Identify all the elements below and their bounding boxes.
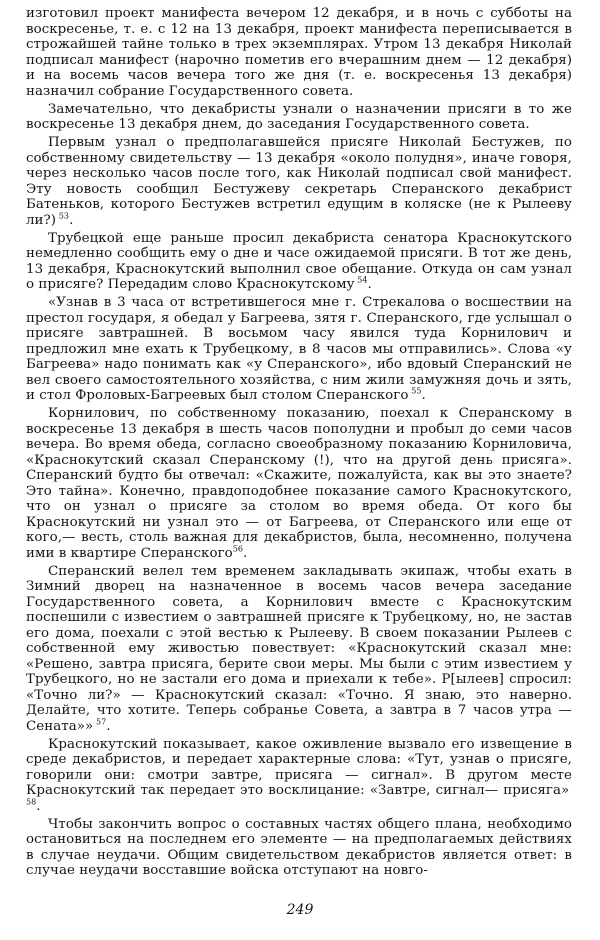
footnote-ref: 53	[58, 211, 70, 221]
paragraph: Чтобы закончить вопрос о составных частях общего плана, необходимо остановиться на последнем его элементе — на предполагаемых действиях в случае неудачи. Общим свидетельством декабристов является ответ: в случае неудачи восставшие войска отступают на новго-	[26, 816, 572, 878]
footnote-ref: 56	[232, 544, 244, 554]
paragraph: изготовил проект манифеста вечером 12 декабря, и в ночь с субботы на воскресенье, т. е. с 12 на 13 декабря, проект манифеста переписывается в строжайшей тайне только в трех экземплярах. Утром 13 декабря Николай подписал манифест (нарочно пометив его вчерашним днем — 12 декабря) и на восемь часов вечера того же дня (т. е. воскресенья 13 декабря) назначил собрание Государственного совета.	[26, 6, 572, 99]
footnote-ref: 55	[411, 386, 422, 396]
paragraph: Сперанский велел тем временем закладывать экипаж, чтобы ехать в Зимний дворец на назначенное в восемь часов вечера заседание Государственного совета, а Корнилович вместе с Краснокутским поспешили с известием о завтрашней присяге к Трубецкому, но, не застав его дома, поехали с этой вестью к Рылееву. В своем показании Рылеев с собственной ему живостью повествует: «Краснокутский сказал мне: «Решено, завтра присяга, берите свои меры. Мы были с этим известием у Трубецкого, но не застали его дома и приехали к тебе». Р[ылеев] спросил: «Точно ли?» — Краснокутский сказал: «Точно. Я знаю, это наверно. Делайте, что хотите. Теперь собранье Совета, а завтра в 7 часов утра — Сената»» $^{57}$.	[26, 563, 572, 734]
body-text	[26, 6, 572, 879]
footnote-ref: 57	[96, 717, 107, 727]
paragraph: Краснокутский показывает, какое оживление вызвало его извещение в среде декабристов, и передает характерные слова: «Тут, узнав о присяге, говорили они: смотри завтре, присяга — сигнал». В другом месте Краснокутский так передает это восклицание: «Завтре, сигнал— присяга» $^{58}$.	[26, 736, 572, 814]
page-number: 249	[286, 902, 314, 918]
paragraph: «Узнав в 3 часа от встретившегося мне г. Стрекалова о восшествии на престол государя, я обедал у Багреева, зятя г. Сперанского, где услышал о присяге завтрашней. В восьмом часу явился туда Корнилович и предложил мне ехать к Трубецкому, в 8 часов мы отправились». Слова «у Багреева» надо понимать как «у Сперанского», ибо вдовый Сперанский не вел своего самостоятельного хозяйства, с ним жили замужняя дочь и зять, и стол Фроловых-Багреевых был столом Сперанского $^{55}$.	[26, 295, 572, 403]
footnote-ref: 58	[26, 797, 37, 807]
footnote-ref: 54	[357, 275, 368, 285]
paragraph: Замечательно, что декабристы узнали о назначении присяги в то же воскресенье 13 декабря днем, до заседания Государственного совета.	[26, 101, 572, 132]
paragraph: Корнилович, по собственному показанию, поехал к Сперанскому в воскресенье 13 декабря в шесть часов пополудни и пробыл до семи часов вечера. Во время обеда, согласно своеобразному показанию Корниловича, «Краснокутский сказал Сперанскому (!), что на другой день присяга». Сперанский будто бы отвечал: «Скажите, пожалуйста, как вы это знаете? Это тайна». Конечно, правдоподобнее показание самого Краснокутского, что он узнал о присяге за столом во время обеда. От кого бы Краснокутский ни узнал это — от Багреева, от Сперанского или еще от кого,— весть, столь важная для декабристов, была, несомненно, получена ими в квартире Сперанского$^{56}$.	[26, 406, 572, 561]
paragraph: Трубецкой еще раньше просил декабриста сенатора Краснокутского немедленно сообщить ему о дне и часе ожидаемой присяги. В тот же день, 13 декабря, Краснокутский выполнил свое обещание. Откуда он сам узнал о присяге? Передадим слово Краснокутскому $^{54}$.	[26, 230, 572, 292]
paragraph: Первым узнал о предполагавшейся присяге Николай Бестужев, по собственному свидетельству — 13 декабря «около полудня», иначе говоря, через несколько часов после того, как Николай подписал свой манифест. Эту новость сообщил Бестужеву секретарь Сперанского декабрист Батеньков, которого Бестужев встретил едущим в коляске (не к Рылееву ли?) $^{53}$.	[26, 135, 572, 228]
